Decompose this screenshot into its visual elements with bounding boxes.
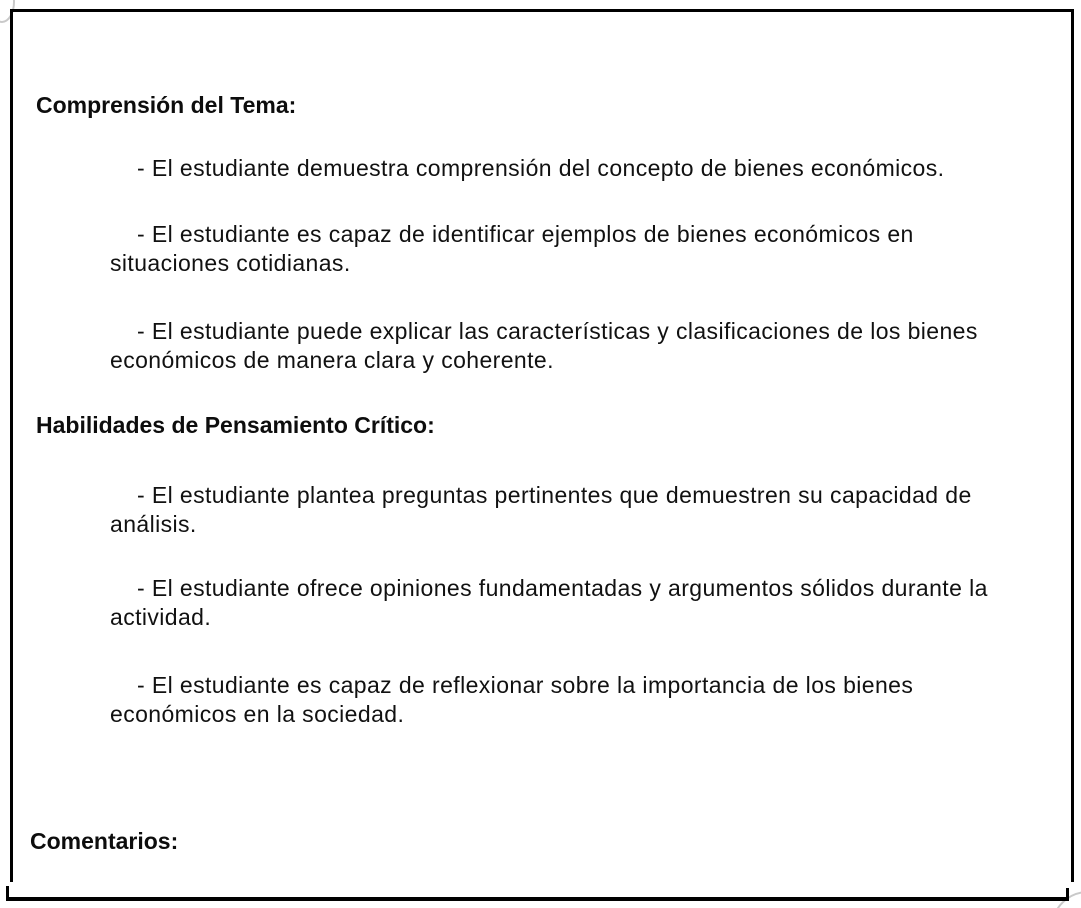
- criterion-line-continuation: económicos en la sociedad.: [110, 701, 405, 727]
- criterion-line: - El estudiante plantea preguntas pertinentes que demuestren su capacidad de: [137, 482, 972, 508]
- criterion-line-continuation: situaciones cotidianas.: [110, 250, 351, 276]
- document-border-frame: [10, 9, 1074, 882]
- heading-comentarios: Comentarios:: [30, 828, 179, 854]
- bottom-border-connector-right: [1066, 888, 1069, 900]
- heading-comprension-del-tema: Comprensión del Tema:: [36, 92, 297, 118]
- criterion-line: - El estudiante puede explicar las características y clasificaciones de los bienes: [137, 318, 978, 344]
- document-bottom-border: [6, 897, 1069, 901]
- bottom-border-connector-left: [6, 886, 9, 900]
- heading-habilidades-pensamiento-critico: Habilidades de Pensamiento Crítico:: [36, 412, 435, 438]
- criterion-line: - El estudiante demuestra comprensión del concepto de bienes económicos.: [137, 155, 945, 181]
- criterion-line-continuation: actividad.: [110, 604, 212, 630]
- criterion-line-continuation: análisis.: [110, 511, 197, 537]
- criterion-line: - El estudiante es capaz de identificar ejemplos de bienes económicos en: [137, 221, 914, 247]
- criterion-line: - El estudiante es capaz de reflexionar sobre la importancia de los bienes: [137, 672, 914, 698]
- criterion-line-continuation: económicos de manera clara y coherente.: [110, 347, 554, 373]
- criterion-line: - El estudiante ofrece opiniones fundamentadas y argumentos sólidos durante la: [137, 575, 988, 601]
